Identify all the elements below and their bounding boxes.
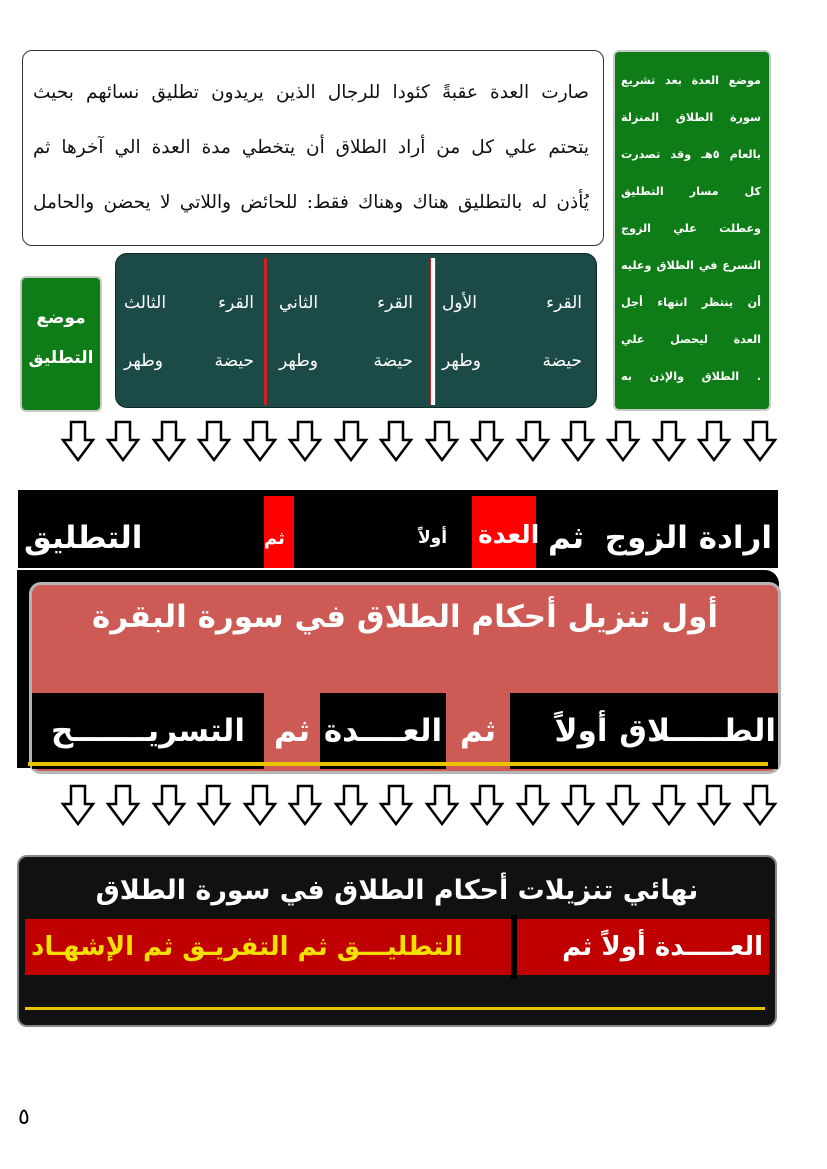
- period-name: القرء الثاني: [279, 293, 413, 313]
- period-name: القرء الأول: [442, 293, 582, 313]
- down-outline-arrow-icon: [242, 420, 278, 462]
- banner-word: ارادة الزوج: [604, 520, 772, 556]
- banner-word: التطليق: [24, 520, 143, 556]
- period-desc: حيضة وطهر: [442, 351, 582, 371]
- down-outline-arrow-icon: [605, 784, 641, 826]
- down-outline-arrow-icon: [151, 784, 187, 826]
- down-outline-arrow-icon: [742, 784, 778, 826]
- note-line: العدة ليحصل علي: [621, 333, 761, 346]
- down-outline-arrow-icon: [651, 420, 687, 462]
- down-outline-arrow-icon: [560, 420, 596, 462]
- down-outline-arrow-icon: [287, 420, 323, 462]
- place-label-1: موضع: [36, 308, 86, 328]
- down-outline-arrow-icon: [378, 420, 414, 462]
- down-outline-arrow-icon: [424, 784, 460, 826]
- down-outline-arrow-icon: [742, 420, 778, 462]
- intro-line: يتحتم علي كل من أراد الطلاق أن يتخطي مدة العدة الي آخرها ثم: [33, 137, 589, 158]
- banner-word: العدة: [478, 520, 540, 549]
- down-outline-arrow-icon: [696, 420, 732, 462]
- arrow-row-2: [60, 784, 778, 828]
- down-outline-arrow-icon: [515, 420, 551, 462]
- period-desc: حيضة وطهر: [279, 351, 413, 371]
- down-outline-arrow-icon: [287, 784, 323, 826]
- page-number: ٥: [18, 1105, 30, 1130]
- period-name: القرء الثالث: [124, 293, 254, 313]
- note-line: التسرع في الطلاق وعليه: [621, 259, 761, 272]
- idda-periods-box: [115, 253, 597, 408]
- down-outline-arrow-icon: [651, 784, 687, 826]
- order-word: أولاً: [554, 713, 608, 749]
- baqarah-order-inner: [29, 582, 781, 774]
- note-line: موضع العدة بعد تشريع: [621, 74, 761, 87]
- down-outline-arrow-icon: [105, 420, 141, 462]
- banner-word: ثم: [264, 528, 285, 549]
- down-outline-arrow-icon: [196, 784, 232, 826]
- note-line: بالعام ٥هـ وقد تصدرت: [621, 148, 762, 161]
- panel-title: نهائي تنزيلات أحكام الطلاق في سورة الطلاق: [95, 875, 699, 906]
- intro-line: يُأذن له بالتطليق هناك وهناك فقط: للحائض واللاتي لا يحضن والحامل: [33, 192, 589, 213]
- period-third: [124, 274, 254, 390]
- yellow-underline: [28, 762, 768, 766]
- sequence-banner: [18, 490, 778, 568]
- down-outline-arrow-icon: [242, 784, 278, 826]
- down-outline-arrow-icon: [424, 420, 460, 462]
- period-second: [279, 274, 413, 390]
- note-line: كل مسار التطليق: [621, 185, 761, 198]
- divorce-place-box: [20, 276, 102, 412]
- down-outline-arrow-icon: [333, 784, 369, 826]
- note-line: وعطلت علي الزوج: [621, 222, 761, 235]
- down-outline-arrow-icon: [151, 420, 187, 462]
- down-outline-arrow-icon: [333, 420, 369, 462]
- period-divider: [264, 258, 267, 405]
- note-line: سورة الطلاق المنزلة: [621, 111, 761, 124]
- banner-word: أولاً: [418, 528, 448, 548]
- period-first: [442, 274, 582, 390]
- down-outline-arrow-icon: [696, 784, 732, 826]
- down-outline-arrow-icon: [560, 784, 596, 826]
- order-word: الطـــــلاق: [619, 713, 776, 749]
- order-word: العـــــدة أولاً ثم: [562, 932, 763, 962]
- period-desc: حيضة وطهر: [124, 351, 254, 371]
- place-label-2: التطليق: [28, 348, 94, 368]
- banner-word: ثم: [548, 520, 584, 556]
- down-outline-arrow-icon: [378, 784, 414, 826]
- order-word: ثم: [460, 713, 496, 749]
- order-separator: [511, 915, 517, 979]
- period-divider: [430, 258, 436, 405]
- baqarah-order-panel: [17, 570, 779, 768]
- down-outline-arrow-icon: [515, 784, 551, 826]
- down-outline-arrow-icon: [60, 420, 96, 462]
- note-line: أن ينتظر انتهاء أجل: [621, 296, 761, 309]
- panel-title: أول تنزيل أحكام الطلاق في سورة البقرة: [91, 599, 719, 635]
- intro-text-box: [22, 50, 604, 246]
- down-outline-arrow-icon: [605, 420, 641, 462]
- down-outline-arrow-icon: [469, 420, 505, 462]
- down-outline-arrow-icon: [196, 420, 232, 462]
- idda-note-box: [613, 50, 771, 411]
- intro-line: صارت العدة عقبةً كئودا للرجال الذين يريدون تطليق نسائهم بحيث: [33, 82, 589, 103]
- talaq-order-panel: [17, 855, 777, 1027]
- order-word: ثم: [274, 713, 310, 749]
- down-outline-arrow-icon: [469, 784, 505, 826]
- order-word: التسريـــــــح: [51, 713, 245, 749]
- note-line: . الطلاق والإذن به: [621, 370, 761, 383]
- down-outline-arrow-icon: [60, 784, 96, 826]
- order-word: العــــدة: [323, 713, 443, 749]
- yellow-underline: [25, 1007, 765, 1010]
- order-word: التطليـــق ثم التفريـق ثم الإشهـاد: [31, 932, 463, 962]
- arrow-row-1: [60, 420, 778, 464]
- down-outline-arrow-icon: [105, 784, 141, 826]
